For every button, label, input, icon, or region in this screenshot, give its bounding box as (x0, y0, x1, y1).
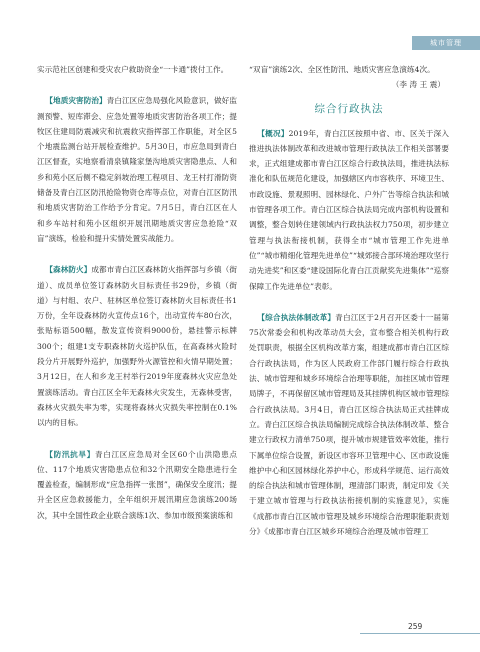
paragraph-forest-fire (37, 262, 237, 430)
page-number: 259 (408, 622, 423, 631)
right-column (249, 62, 449, 539)
section-title: 综合行政执法 (314, 102, 384, 115)
entry-text: 2019年，青白江区按照中省、市、区关于深入推进执法体制改革和改进城市管理行政执法工作相关部署要求，正式组建成都市青白江区综合行政执法局，推进执法标准化和队伍规范化建设，加强辖区内市容秩序、环境卫生、市政设施、景观照明、园林绿化、户外广告等综合执法和城市管理各项工作。青白江区综合执法局完成内部机构设置和调整，整合划转住建领域内行政执法权力750项，初步建立管理与执法衔接机制，获得全市“城市管理工作先进单位”“城市精细化管理先进单位”“城郊接合部环境治理攻坚行动先进奖”和区委“建设国际化青白江贡献奖先进集体”“巡察保障工作先进单位”表彰。 (249, 128, 449, 291)
entry-text: 青白江区应急局对全区60个山洪隐患点位、117个地质灾害隐患点位和32个汛期安全隐患进行全覆盖检查，编制形成“应急指挥一张图”，确保安全度汛；提升全区应急救援能力，全年组织开展汛期应急演练200场次，其中全国性政企业联合演练1次、参加市级预案演练和 (37, 449, 237, 520)
paragraph-continued: “双盲”演练2次、全区性防汛、地质灾害应急演练4次。 (249, 65, 435, 74)
entry-tag: 【森林防火】 (45, 265, 92, 275)
paragraph-flood-drought (37, 447, 237, 523)
paragraph-geological-disaster (37, 93, 237, 246)
entry-tag: 【综合执法体制改革】 (257, 312, 336, 322)
page-number-rule (360, 633, 480, 634)
left-column (37, 62, 237, 523)
entry-text: 成都市青白江区森林防火指挥部与乡镇（街道）、成员单位签订森林防火目标责任书29份，乡镇（街道）与村组、农户、驻林区单位签订森林防火目标责任书1万份，全年设森林防火宣传点16个，出动宣传车80台次，张贴标语500幅，散发宣传资料9000份，悬挂警示标牌300个；组建1支专职森林防火巡护队伍，在高森林火险时段分片开展野外巡护，加强野外火源管控和火情早期处置；3月12日，在人和乡龙王村举行2019年度森林火灾应急处置演练活动。青白江区全年无森林火灾发生，无森林受害，森林火灾损失率为零，实现将森林火灾损失率控制在0.1%以内的目标。 (37, 265, 237, 428)
entry-tag: 【地质灾害防治】 (45, 96, 107, 106)
paragraph-continued: 实示范社区创建和受灾农户救助资金“一卡通”拨付工作。 (37, 65, 229, 74)
entry-text: 青白江区应急局强化风险意识，做好监测预警、短库滞会、应急处置等地质灾害防治各项工作；提牧区住建局防震减灾和抗震救灾指挥部工作职能，对全区5个地震监测台站开展检查维护。5月30日，市应急局到青白江区督查，实地察看清泉镇隆家堡沟地质灾害隐患点、人和乡和苑小区后侧不稳定斜坡治理工程项目、龙王村打滑防资储备及青白江区防汛抢险物资仓库等点位，对青白江区防汛和地质灾害防治工作给予分肯定。7月5日，青白江区在人和乡车站村和苑小区组织开展汛期地质灾害应急抢险“双盲”演练，检验和提升实情处置实战能力。 (37, 96, 237, 243)
entry-tag: 【概况】 (257, 128, 289, 138)
entry-tag: 【防汛抗旱】 (45, 449, 95, 459)
paragraph-overview (249, 126, 449, 294)
paragraph-enforcement-reform (249, 310, 449, 539)
section-header-tab: 城市管理 (412, 36, 480, 50)
author-signature: （李 涛 王 震） (391, 80, 445, 90)
entry-text: 青白江区于2月召开区委十一届第75次常委会和机构改革动员大会，宣布整合相关机构行政处罚职责，根据全区机构改革方案，组建成都市青白江区综合行政执法局，作为区人民政府工作部门履行综合行政执法、城市管理和城乡环境综合治理等职能，加挂区城市管理局牌子，不再保留区城市管理局及其挂牌机构区城市管理综合行政执法局。3月4日，青白江区综合执法局正式挂牌成立。青白江区综合执法局编制完成综合执法体制改革、整合建立行政权力清单750项，提升城市规建管效率效能，推行下属单位综合设置，新设区市容环卫管理中心、区市政设施维护中心和区园林绿化养护中心，形成科学规范、运行高效的综合执法和城市管理体制，理清部门职责，制定印发《关于建立城市管理与行政执法衔接机制的实施意见》，实施《成都市青白江区城市管理及城乡环境综合治理职能职责划分》《成都市青白江区城乡环境综合治理及城市管理工 (249, 312, 449, 537)
